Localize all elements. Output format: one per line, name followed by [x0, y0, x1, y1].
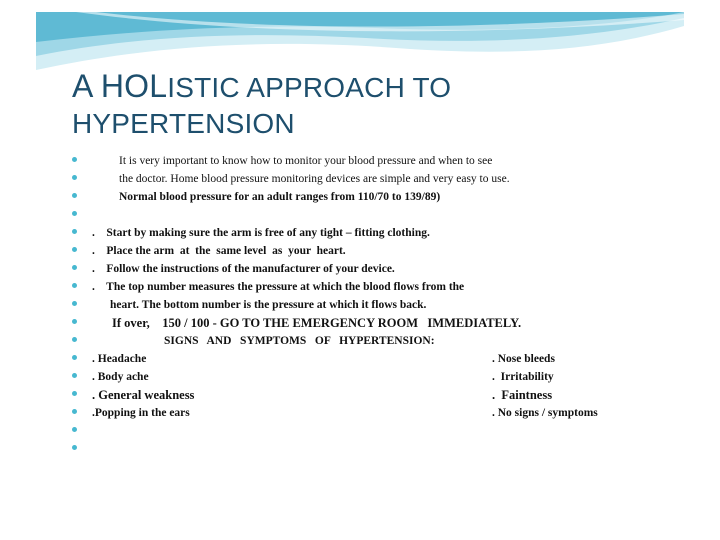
list-item: Normal blood pressure for an adult ranges from 110/70 to 139/89) [72, 188, 654, 206]
bullet-icon [72, 265, 77, 270]
list-item: the doctor. Home blood pressure monitoring devices are simple and very easy to use. [72, 170, 654, 188]
bullet-icon [72, 247, 77, 252]
list-item: . Headache . Nose bleeds [72, 350, 654, 368]
bullet-icon [72, 193, 77, 198]
bullet-icon [72, 211, 77, 216]
bullet-icon [72, 283, 77, 288]
list-item [72, 422, 654, 440]
slide [36, 12, 684, 498]
bullet-icon [72, 409, 77, 414]
bullet-icon [72, 337, 77, 342]
bullet-icon [72, 319, 77, 324]
list-item: . Start by making sure the arm is free of any tight – fitting clothing. [72, 224, 654, 242]
list-item: heart. The bottom number is the pressure at which it flows back. [72, 296, 654, 314]
list-item [72, 440, 654, 458]
bullet-icon [72, 355, 77, 360]
bullet-icon [72, 373, 77, 378]
bullet-icon [72, 427, 77, 432]
list-item: . Body ache . Irritability [72, 368, 654, 386]
bullet-icon [72, 301, 77, 306]
bullet-icon [72, 445, 77, 450]
list-item: It is very important to know how to monitor your blood pressure and when to see [72, 152, 654, 170]
list-item: . Place the arm at the same level as your heart. [72, 242, 654, 260]
list-item: . The top number measures the pressure at which the blood flows from the [72, 278, 654, 296]
bullet-icon [72, 391, 77, 396]
list-item [72, 206, 654, 224]
list-item: . Follow the instructions of the manufacturer of your device. [72, 260, 654, 278]
list-item: SIGNS AND SYMPTOMS OF HYPERTENSION: [72, 332, 654, 350]
bullet-icon [72, 229, 77, 234]
list-item: . General weakness . Faintness [72, 386, 654, 404]
bullet-icon [72, 157, 77, 162]
slide-title: A HOLISTIC APPROACH TO HYPERTENSION [72, 68, 452, 139]
list-item: If over, 150 / 100 - GO TO THE EMERGENCY ROOM IMMEDIATELY. [72, 314, 654, 332]
bullet-icon [72, 175, 77, 180]
list-item: .Popping in the ears . No signs / symptoms [72, 404, 654, 422]
